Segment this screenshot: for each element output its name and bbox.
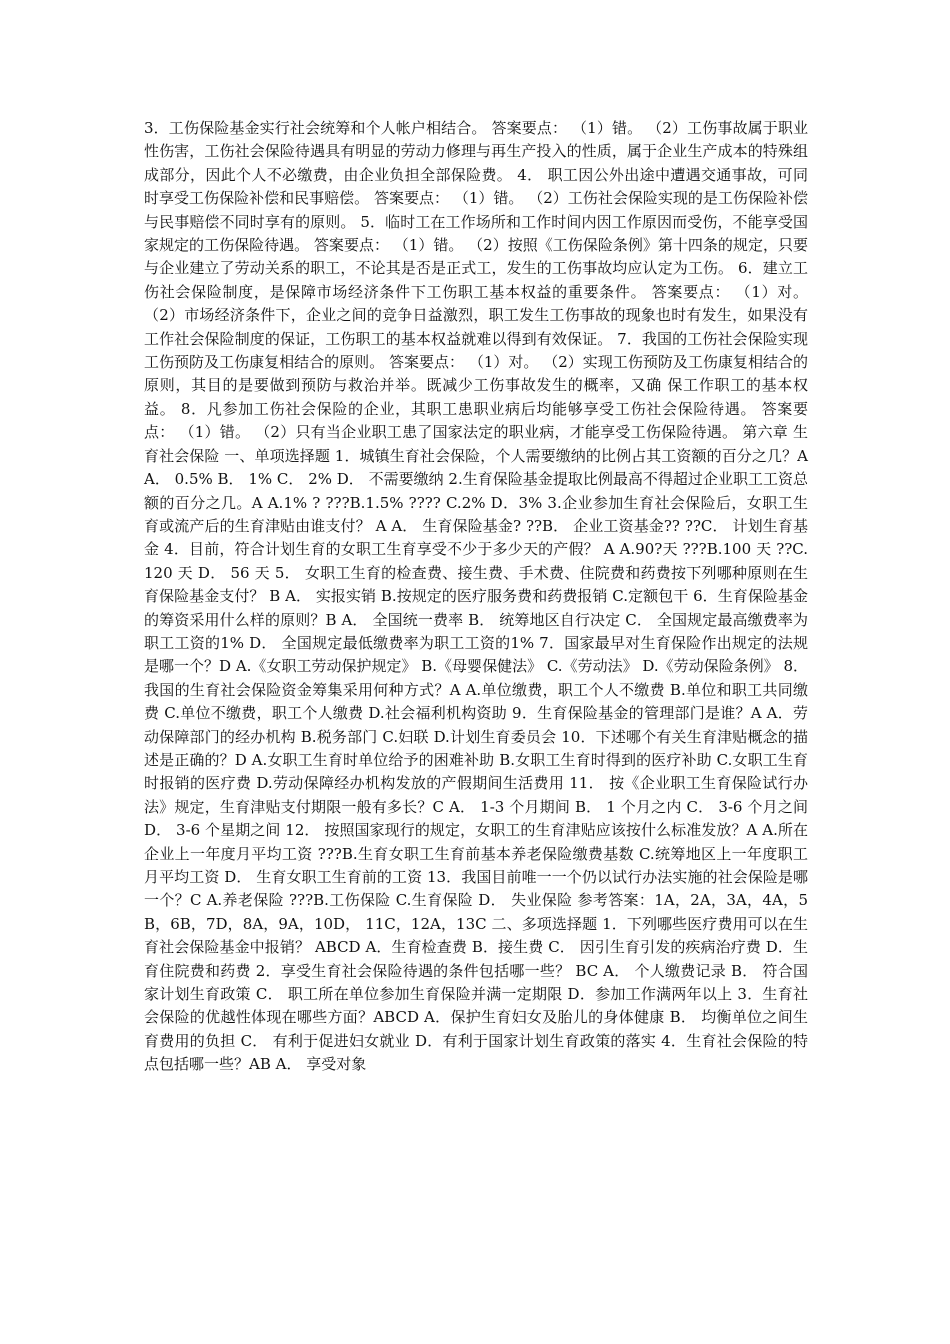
body-paragraph: 3．工伤保险基金实行社会统筹和个人帐户相结合。 答案要点： （1）错。 （2）工伤事故属于职业性伤害，工伤社会保险待遇具有明显的劳动力修理与再生产投入的性质，属于企业生产成本的特殊组成部分，因此个人不必缴费，由企业负担全部保险费。 4． 职工因公外出途中遭遇交通事故，可同时享受工伤保险补偿和民事赔偿。 答案要点： （1）错。 （2）工伤社会保险实现的是工伤保险补偿与民事赔偿不同时享有的原则。 5．临时工在工作场所和工作时间内因工作原因而受伤，不能享受国家规定的工伤保险待遇。 答案要点： （1）错。 （2）按照《工伤保险条例》第十四条的规定，只要与企业建立了劳动关系的职工，不论其是否是正式工，发生的工伤事故均应认定为工伤。 6．建立工伤社会保险制度，是保障市场经济条件下工伤职工基本权益的重要条件。 答案要点： （1）对。 （2）市场经济条件下，企业之间的竞争日益激烈，职工发生工伤事故的现象也时有发生，如果没有工作社会保险制度的保证，工伤职工的基本权益就难以得到有效保证。 7．我国的工伤社会保险实现工伤预防及工伤康复相结合的原则。 答案要点： （1）对。 （2）实现工伤预防及工伤康复相结合的原则，其目的是要做到预防与救治并举。既减少工伤事故发生的概率，又确 保工作职工的基本权益。 8．凡参加工伤社会保险的企业，其职工患职业病后均能够享受工伤社会保险待遇。 答案要点： （1）错。 （2）只有当企业职工患了国家法定的职业病，才能享受工伤保险待遇。 第六章 生育社会保险 一、单项选择题 1．城镇生育社会保险，个人需要缴纳的比例占其工资额的百分之几？A A． 0.5% B． 1% C． 2% D． 不需要缴纳 2.生育保险基金提取比例最高不得超过企业职工工资总额的百分之几。A A.1% ? ???B.1.5% ???? C.2% D．3% 3.企业参加生育社会保险后，女职工生育或流产后的生育津贴由谁支付？ A A． 生育保险基金? ??B． 企业工资基金?? ??C． 计划生育基金 4．目前，符合计划生育的女职工生育享受不少于多少天的产假？ A A.90?天 ???B.100 天 ??C.120 天 D． 56 天 5． 女职工生育的检查费、接生费、手术费、住院费和药费按下列哪种原则在生育保险基金支付？ B A． 实报实销 B.按规定的医疗服务费和药费报销 C.定额包干 6．生育保险基金的筹资采用什么样的原则？B A． 全国统一费率 B． 统筹地区自行决定 C． 全国规定最高缴费率为职工工资的1% D． 全国规定最低缴费率为职工工资的1% 7．国家最早对生育保险作出规定的法规是哪一个？D A.《女职工劳动保护规定》 B.《母婴保健法》 C.《劳动法》 D.《劳动保险条例》 8．我国的生育社会保险资金筹集采用何种方式？A A.单位缴费，职工个人不缴费 B.单位和职工共同缴费 C.单位不缴费，职工个人缴费 D.社会福利机构资助 9．生育保险基金的管理部门是谁？A A．劳动保障部门的经办机构 B.税务部门 C.妇联 D.计划生育委员会 10．下述哪个有关生育津贴概念的描述是正确的？D A.女职工生育时单位给予的困难补助 B.女职工生育时得到的医疗补助 C.女职工生育时报销的医疗费 D.劳动保障经办机构发放的产假期间生活费用 11． 按《企业职工生育保险试行办法》规定，生育津贴支付期限一般有多长？C A． 1-3 个月期间 B． 1 个月之内 C． 3-6 个月之间 D． 3-6 个星期之间 12． 按照国家现行的规定，女职工的生育津贴应该按什么标准发放？A A.所在企业上一年度月平均工资 ???B.生育女职工生育前基本养老保险缴费基数 C.统筹地区上一年度职工月平均工资 D． 生育女职工生育前的工资 13．我国目前唯一一个仍以试行办法实施的社会保险是哪一个？C A.养老保险 ???B.工伤保险 C.生育保险 D． 失业保险 参考答案：1A，2A，3A，4A，5B，6B，7D，8A，9A，10D， 11C，12A，13C 二、多项选择题 1．下列哪些医疗费用可以在生育社会保险基金中报销？ ABCD A．生育检查费 B．接生费 C． 因引生育引发的疾病治疗费 D．生育住院费和药费 2．享受生育社会保险待遇的条件包括哪一些？ BC A． 个人缴费记录 B． 符合国家计划生育政策 C． 职工所在单位参加生育保险并满一定期限 D．参加工作满两年以上 3．生育社会保险的优越性体现在哪些方面？ABCD A．保护生育妇女及胎儿的身体健康 B． 均衡单位之间生育费用的负担 C． 有利于促进妇女就业 D．有利于国家计划生育政策的落实 4．生育社会保险的特点包括哪一些？AB A． 享受对象 xyxy=(144,119,808,1074)
